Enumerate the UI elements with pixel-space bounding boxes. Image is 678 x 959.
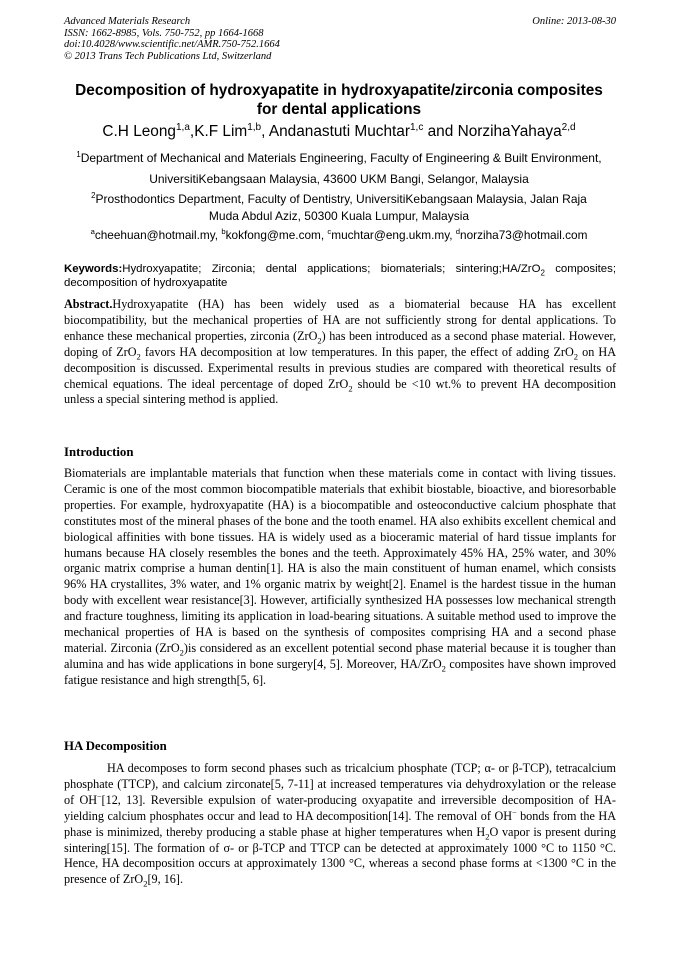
affiliation-text: Muda Abdul Aziz, 50300 Kuala Lumpur, Malaysia	[208, 209, 470, 223]
issn-line: ISSN: 1662-8985, Vols. 750-752, pp 1664-1668	[64, 27, 264, 39]
affiliation-text: UniversitiKebangsaan Malaysia, 43600 UKM Bangi, Selangor, Malaysia	[149, 172, 529, 186]
section-heading-introduction: Introduction	[64, 445, 134, 459]
section-heading-ha-decomposition: HA Decomposition	[64, 739, 167, 753]
paper-title	[60, 81, 618, 119]
subscript: 2	[485, 831, 490, 842]
keywords-text: composites; decomposition of hydroxyapatite	[64, 263, 616, 289]
affiliation-text: Prosthodontics Department, Faculty of Dentistry, UniversitiKebangsaan Malaysia, Jalan Raja	[95, 192, 587, 206]
author-separator: ,	[189, 123, 195, 140]
author-affiliation-mark: 1,c	[410, 121, 424, 133]
copyright-line: © 2013 Trans Tech Publications Ltd, Switzerland	[64, 50, 272, 62]
body-text: [9, 16].	[147, 872, 183, 887]
author-affiliation-mark: 2,d	[561, 121, 576, 133]
body-text: Biomaterials are implantable materials that function when these materials come in contact with living tissues. Ceramic is one of the most common biocompatible materials that exhibit biostable, bioactive, and bioresorbable properties. For example, hydroxyapatite (HA) is a biocompatible and osteoconductive calcium phosphate that constitutes most of the mineral phases of the bone and the tooth enamel. HA also exhibits excellent chemical and biological affinities with bone tissues. HA is widely used as a bioceramic material of hard tissue implants for humans because HA closely resembles the bones and the teeth. Approximately 45% HA, 25% water, and 30% organic matrix comprise a human dentin[1]. HA is also the main constituent of human enamel, which consists 96% HA crystallites, 3% water, and 1% organic matrix by weight[2]. Enamel is the hardest tissue in the human body with excellent wear resistance[3]. However, artificially synthesized HA possesses low mechanical strength and fracture toughness, limiting its application in load-bearing situations. A suitable method used to improve the mechanical properties of HA is based on the synthesis of composites comprising HA and a second phase material. Zirconia (ZrO	[64, 466, 616, 655]
ha-decomposition-paragraph	[64, 761, 616, 888]
subscript: 2	[573, 351, 579, 362]
keywords	[64, 262, 616, 290]
abstract	[64, 297, 616, 408]
body-text: O vapor is present during sintering[15]. The formation of σ- or β-TCP and TTCP can be detected at approximately 1000 °C to 1150 °C. Hence, HA decomposition occurs at approximately 1300 °C, whereas a second phase forms at <1300 °C in the presence of ZrO	[64, 824, 616, 887]
author-list	[60, 122, 618, 142]
abstract-text: favors HA decomposition at low temperatures. In this paper, the effect of adding ZrO	[140, 344, 574, 359]
online-date: Online: 2013-08-30	[532, 16, 616, 27]
superscript: −	[512, 807, 517, 817]
email-address: kokfong@me.com,	[225, 228, 328, 242]
abstract-text: ) has been introduced as a second phase material. However, doping of ZrO	[64, 328, 616, 359]
author-separator: and	[423, 123, 458, 140]
email-address: norziha73@hotmail.com	[460, 228, 588, 242]
body-text: )is considered as an excellent potential second phase material because it is tougher than alumina and has wide applications in bone surgery[4, 5]. Moreover, HA/ZrO	[64, 640, 616, 671]
abstract-text: Hydroxyapatite (HA) has been widely used as a biomaterial because HA has excellent biocompatibility, but the mechanical properties of HA are not sufficiently strong for dental applications. To enhance these mechanical properties, zirconia (ZrO	[64, 297, 616, 343]
title-line-1: Decomposition of hydroxyapatite in hydroxyapatite/zirconia composites	[75, 82, 603, 99]
subscript: 2	[317, 335, 322, 346]
author-name: C.H Leong	[102, 123, 176, 140]
body-text: bonds from the HA phase is minimized, thereby producing a stable phase at higher temperatures when H	[64, 808, 616, 839]
journal-header	[64, 16, 616, 62]
email-mark: b	[221, 227, 226, 237]
affiliation-number: 1	[76, 150, 81, 159]
introduction-paragraph	[64, 466, 616, 689]
abstract-text: should be <10 wt.% to prevent HA decomposition unless a special sintering method is applied.	[64, 376, 617, 407]
email-list	[60, 227, 618, 244]
journal-name: Advanced Materials Research	[64, 16, 191, 27]
author-affiliation-mark: 1,a	[176, 121, 190, 133]
author-name: Andanastuti Muchtar	[268, 123, 410, 140]
affiliation-text: Department of Mechanical and Materials Engineering, Faculty of Engineering & Built Environment,	[80, 151, 602, 165]
doi-line: doi:10.4028/www.scientific.net/AMR.750-752.1664	[64, 39, 280, 50]
affiliation-number: 2	[91, 191, 96, 200]
subscript: 2	[136, 351, 141, 362]
body-text: HA decomposes to form second phases such as tricalcium phosphate (TCP; α- or β-TCP), tetracalcium phosphate (TTCP), and calcium zirconate[5, 7-11] at increased temperatures via dehydroxylation or the release of OH	[64, 761, 616, 807]
author-separator: ,	[261, 123, 269, 140]
superscript: −	[97, 791, 102, 801]
subscript: 2	[179, 647, 184, 658]
keywords-text: Hydroxyapatite; Zirconia; dental applications; biomaterials; sintering;HA/ZrO	[122, 263, 541, 275]
subscript: 2	[348, 382, 353, 393]
affiliation-1	[60, 150, 618, 188]
body-text: composites have shown improved fatigue resistance and high strength[5, 6].	[64, 656, 616, 687]
abstract-label: Abstract.	[64, 297, 113, 311]
keywords-label: Keywords:	[64, 263, 123, 275]
author-name: NorzihaYahaya	[457, 123, 562, 140]
title-line-2: for dental applications	[256, 101, 422, 118]
email-mark: d	[455, 227, 461, 237]
affiliation-2	[60, 191, 618, 225]
subscript: 2	[143, 878, 148, 889]
email-address: muchtar@eng.ukm.my,	[331, 228, 456, 242]
subscript: 2	[540, 268, 545, 278]
author-name: K.F Lim	[194, 123, 248, 140]
email-mark: c	[327, 227, 332, 237]
abstract-text: on HA decomposition is discussed. Experimental results in previous studies are compared with theoretical results of chemical equations. The ideal percentage of doped ZrO	[64, 344, 617, 391]
author-affiliation-mark: 1,b	[247, 121, 262, 133]
body-text: [12, 13]. Reversible expulsion of water-producing oxyapatite and irreversible decomposition of HA-yielding calcium phosphates occur and lead to HA decomposition[14]. The removal of OH	[64, 792, 616, 823]
email-address: cheehuan@hotmail.my,	[94, 228, 222, 242]
subscript: 2	[441, 663, 446, 674]
email-mark: a	[90, 227, 95, 237]
